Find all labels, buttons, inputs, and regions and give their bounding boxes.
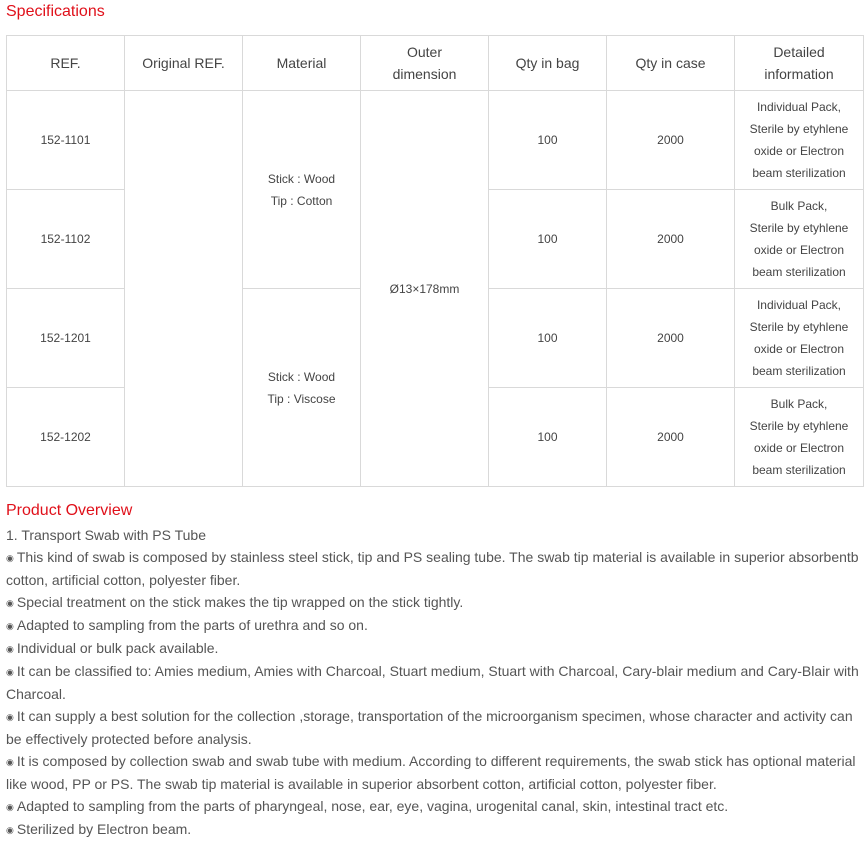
qty-case-cell: 2000: [607, 289, 735, 388]
material-line: Stick : Wood: [267, 369, 336, 384]
ref-cell: 152-1101: [7, 91, 125, 190]
qty-bag-cell: 100: [489, 289, 607, 388]
product-overview-title: Product Overview: [6, 502, 133, 519]
info-line: oxide or Electron: [753, 144, 845, 158]
overview-item-text: It is composed by collection swab and swab tube with medium. According to different requirements, the swab stick has optional material like wood, PP or PS. The swab tip material is available in superior absorbent cotton, artificial cotton, polyester fiber.: [6, 753, 856, 792]
header-detailed-info: [735, 36, 864, 91]
header-ref: REF.: [7, 36, 125, 91]
detailed-info-cell: [735, 289, 864, 388]
info-line: Bulk Pack,: [770, 397, 828, 411]
bullet-icon: ◉: [6, 757, 14, 767]
overview-item-text: Special treatment on the stick makes the tip wrapped on the stick tightly.: [16, 594, 464, 610]
qty-case-cell: 2000: [607, 388, 735, 487]
ref-cell: 152-1102: [7, 190, 125, 289]
specifications-title: Specifications: [6, 3, 105, 20]
info-line: Sterile by etyhlene: [749, 320, 849, 334]
info-line: beam sterilization: [752, 166, 846, 180]
overview-item-text: Adapted to sampling from the parts of urethra and so on.: [16, 617, 368, 633]
table-header-row: [7, 36, 864, 91]
header-detailed-line-1: Detailed: [773, 44, 825, 60]
table-row: [7, 91, 864, 190]
overview-heading: 1. Transport Swab with PS Tube: [6, 527, 206, 543]
header-qty-case: Qty in case: [607, 36, 735, 91]
info-line: Individual Pack,: [756, 298, 842, 312]
bullet-icon: ◉: [6, 712, 14, 722]
overview-item: [6, 591, 864, 614]
bullet-icon: ◉: [6, 598, 14, 608]
material-line: Tip : Viscose: [267, 391, 336, 406]
material-cell-cotton: [243, 91, 361, 289]
info-line: beam sterilization: [752, 364, 846, 378]
overview-item: [6, 614, 864, 637]
bullet-icon: ◉: [6, 644, 14, 654]
overview-item-text: It can be classified to: Amies medium, Amies with Charcoal, Stuart medium, Stuart with Charcoal, Cary-blair medium and Cary-Blair with Charcoal.: [6, 663, 859, 702]
info-line: Sterile by etyhlene: [749, 221, 849, 235]
material-cell-viscose: [243, 289, 361, 487]
overview-item: [6, 660, 864, 705]
overview-item-text: Individual or bulk pack available.: [16, 640, 219, 656]
overview-item-text: This kind of swab is composed by stainless steel stick, tip and PS sealing tube. The swab tip material is available in superior absorbentb cotton, artificial cotton, polyester fiber.: [6, 549, 859, 588]
bullet-icon: ◉: [6, 825, 14, 835]
info-line: oxide or Electron: [753, 243, 845, 257]
qty-bag-cell: 100: [489, 388, 607, 487]
info-line: beam sterilization: [752, 463, 846, 477]
header-material: Material: [243, 36, 361, 91]
overview-item-text: Sterilized by Electron beam.: [16, 821, 192, 837]
qty-case-cell: 2000: [607, 190, 735, 289]
specifications-table: [6, 35, 864, 487]
overview-item: [6, 750, 864, 795]
info-line: Sterile by etyhlene: [749, 419, 849, 433]
header-outer-line-2: dimension: [392, 66, 457, 82]
ref-cell: 152-1201: [7, 289, 125, 388]
product-overview-body: [6, 524, 864, 841]
detailed-info-cell: [735, 388, 864, 487]
bullet-icon: ◉: [6, 667, 14, 677]
detailed-info-cell: [735, 91, 864, 190]
info-line: oxide or Electron: [753, 441, 845, 455]
overview-item-text: It can supply a best solution for the collection ,storage, transportation of the microorganism specimen, whose character and activity can be effectively protected before analysis.: [6, 708, 853, 747]
info-line: Bulk Pack,: [770, 199, 828, 213]
overview-item: [6, 546, 864, 591]
material-line: Stick : Wood: [267, 171, 336, 186]
qty-bag-cell: 100: [489, 190, 607, 289]
overview-item: [6, 795, 864, 818]
header-original-ref: Original REF.: [125, 36, 243, 91]
overview-item: [6, 705, 864, 750]
overview-item: [6, 637, 864, 660]
ref-cell: 152-1202: [7, 388, 125, 487]
original-ref-cell: [125, 91, 243, 487]
info-line: oxide or Electron: [753, 342, 845, 356]
overview-item: [6, 818, 864, 841]
header-outer-dimension: [361, 36, 489, 91]
bullet-icon: ◉: [6, 621, 14, 631]
info-line: beam sterilization: [752, 265, 846, 279]
qty-bag-cell: 100: [489, 91, 607, 190]
qty-case-cell: 2000: [607, 91, 735, 190]
overview-item-text: Adapted to sampling from the parts of pharyngeal, nose, ear, eye, vagina, urogenital canal, skin, intestinal tract etc.: [16, 798, 729, 814]
bullet-icon: ◉: [6, 802, 14, 812]
info-line: Sterile by etyhlene: [749, 122, 849, 136]
header-detailed-line-2: information: [764, 66, 834, 82]
header-qty-bag: Qty in bag: [489, 36, 607, 91]
material-line: Tip : Cotton: [270, 193, 333, 208]
info-line: Individual Pack,: [756, 100, 842, 114]
header-outer-line-1: Outer: [406, 44, 442, 60]
bullet-icon: ◉: [6, 553, 14, 563]
outer-dimension-cell: Ø13×178mm: [361, 91, 489, 487]
detailed-info-cell: [735, 190, 864, 289]
